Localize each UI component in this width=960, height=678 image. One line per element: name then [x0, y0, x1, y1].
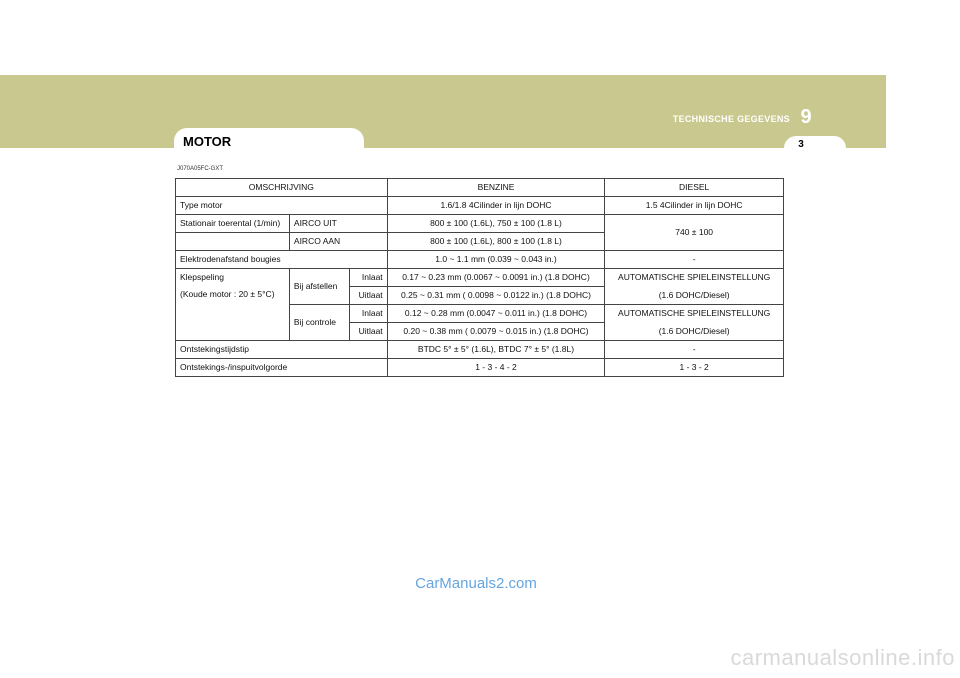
- row-label: Ontstekings-/inspuitvolgorde: [176, 359, 388, 377]
- row-sublabel: Bij controle: [289, 305, 349, 341]
- header-diesel: DIESEL: [605, 179, 784, 197]
- cell-petrol: 0.25 ~ 0.31 mm ( 0.0098 ~ 0.0122 in.) (1.8 DOHC): [387, 287, 605, 305]
- row-label: Elektrodenafstand bougies: [176, 251, 388, 269]
- header-band: [0, 75, 886, 148]
- header-description: OMSCHRIJVING: [176, 179, 388, 197]
- cell-petrol: BTDC 5° ± 5° (1.6L), BTDC 7° ± 5° (1.8L): [387, 341, 605, 359]
- engine-spec-table: [175, 178, 784, 377]
- row-label-valve: [176, 269, 290, 341]
- cell-valve-type: Uitlaat: [349, 323, 387, 341]
- row-label: Type motor: [176, 197, 388, 215]
- cell-petrol: 0.12 ~ 0.28 mm (0.0047 ~ 0.011 in.) (1.8 DOHC): [387, 305, 605, 323]
- cell-petrol: 800 ± 100 (1.6L), 800 ± 100 (1.8 L): [387, 233, 605, 251]
- watermark-carmanualsonline[interactable]: carmanualsonline.info: [730, 645, 955, 670]
- cell-diesel: -: [605, 341, 784, 359]
- table-row: [176, 359, 784, 377]
- table-row: [176, 251, 784, 269]
- row-sublabel: Bij afstellen: [289, 269, 349, 305]
- row-sublabel: AIRCO UIT: [289, 215, 387, 233]
- cell-petrol: 0.17 ~ 0.23 mm (0.0067 ~ 0.0091 in.) (1.8 DOHC): [387, 269, 605, 287]
- table-row: [176, 197, 784, 215]
- cell-petrol: 0.20 ~ 0.38 mm ( 0.0079 ~ 0.015 in.) (1.8 DOHC): [387, 323, 605, 341]
- header-petrol: BENZINE: [387, 179, 605, 197]
- cell-diesel: (1.6 DOHC/Diesel): [605, 323, 784, 341]
- chapter-title: TECHNISCHE GEGEVENS: [672, 114, 790, 124]
- page-number: 3: [798, 139, 804, 150]
- cell-petrol: 1 - 3 - 4 - 2: [387, 359, 605, 377]
- cell-diesel: AUTOMATISCHE SPIELEINSTELLUNG: [605, 305, 784, 323]
- cell-diesel: 1.5 4Cilinder in lijn DOHC: [605, 197, 784, 215]
- row-label: Ontstekingstijdstip: [176, 341, 388, 359]
- table-header-row: [176, 179, 784, 197]
- chapter-number: 9: [800, 106, 812, 128]
- section-title: MOTOR: [183, 134, 232, 149]
- cell-diesel: 740 ± 100: [605, 215, 784, 251]
- cell-diesel: AUTOMATISCHE SPIELEINSTELLUNG: [605, 269, 784, 287]
- cell-valve-type: Inlaat: [349, 305, 387, 323]
- row-label: Stationair toerental (1/min): [176, 215, 290, 233]
- watermark-carmanuals2[interactable]: CarManuals2.com: [415, 575, 537, 592]
- table-row: [176, 341, 784, 359]
- cell-valve-type: Inlaat: [349, 269, 387, 287]
- document-code: J070A05FC-GXT: [177, 166, 224, 172]
- cell-diesel: -: [605, 251, 784, 269]
- cell-diesel: 1 - 3 - 2: [605, 359, 784, 377]
- table-row: [176, 215, 784, 233]
- table-row: [176, 269, 784, 287]
- valve-label-line-1: Klepspeling: [180, 272, 224, 282]
- valve-label-line-2: (Koude motor : 20 ± 5°C): [180, 289, 275, 299]
- cell-petrol: 800 ± 100 (1.6L), 750 ± 100 (1.8 L): [387, 215, 605, 233]
- cell-diesel: (1.6 DOHC/Diesel): [605, 287, 784, 305]
- cell-petrol: 1.6/1.8 4Cilinder in lijn DOHC: [387, 197, 605, 215]
- cell-petrol: 1.0 ~ 1.1 mm (0.039 ~ 0.043 in.): [387, 251, 605, 269]
- row-sublabel: AIRCO AAN: [289, 233, 387, 251]
- cell-valve-type: Uitlaat: [349, 287, 387, 305]
